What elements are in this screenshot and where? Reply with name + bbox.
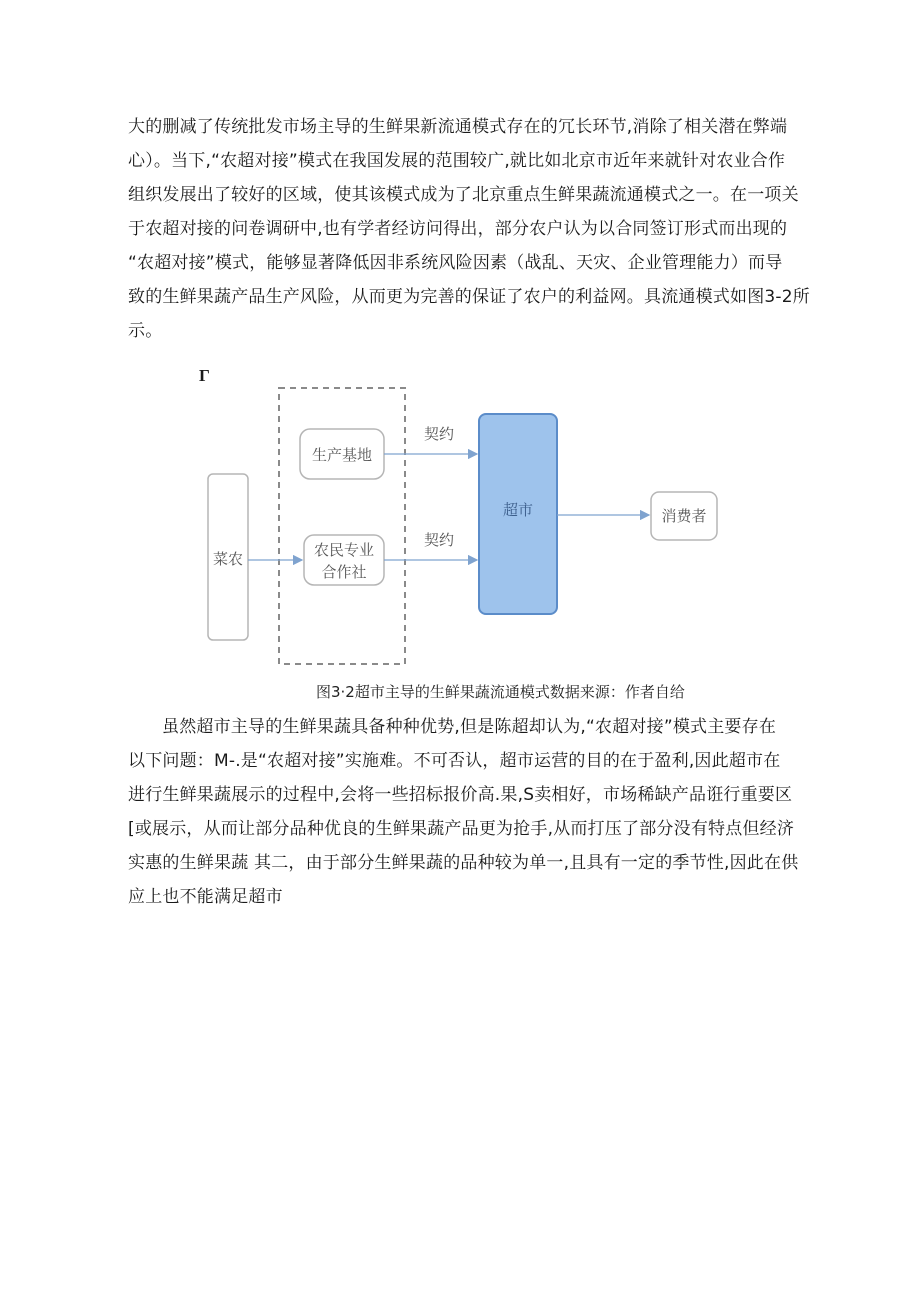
node-supermarket-label: 超市 <box>502 501 534 519</box>
flow-diagram-svg <box>200 384 740 674</box>
text-line: 于农超对接的问卷调研中,也有学者经访问得出，部分农户认为以合同签订形式而出现的 <box>128 219 788 239</box>
contract-label-bottom: 契约 <box>424 531 455 549</box>
text-line: 心）。当下,“农超对接”模式在我国发展的范围较广,就比如北京市近年来就针对农业合作 <box>128 151 786 171</box>
text-line: 示。 <box>128 321 163 341</box>
node-farmer-label: 菜农 <box>212 550 244 568</box>
paragraph-2 <box>128 710 800 914</box>
node-cooperative-label-1: 农民专业 <box>313 541 375 559</box>
figure-marker: Γ <box>199 366 210 385</box>
text-line: 以下问题：M-.是“农超对接”实施难。不可否认，超市运营的目的在于盈利,因此超市在 <box>128 751 781 771</box>
flow-diagram <box>200 384 740 674</box>
contract-label-top: 契约 <box>424 425 455 443</box>
text-line: 致的生鲜果蔬产品生产风险，从而更为完善的保证了农户的利益网。具流通模式如图3-2所 <box>128 287 810 307</box>
node-cooperative-label-2: 合作社 <box>321 563 367 581</box>
text-line: “农超对接”模式，能够显著降低因非系统风险因素（战乱、天灾、企业管理能力）而导 <box>128 253 783 273</box>
text-line: 组织发展出了较好的区域，使其该模式成为了北京重点生鲜果蔬流通模式之一。在一项关 <box>128 185 799 205</box>
text-line: [或展示，从而让部分品种优良的生鲜果蔬产品更为抢手,从而打压了部分没有特点但经济 <box>128 819 795 839</box>
paragraph-1 <box>128 110 810 348</box>
figure-caption: 图3·2超市主导的生鲜果蔬流通模式数据来源：作者自给 <box>316 683 685 701</box>
node-consumer-label: 消费者 <box>661 507 707 525</box>
text-line: 应上也不能满足超市 <box>128 887 283 907</box>
text-line: 进行生鲜果蔬展示的过程中,会将一些招标报价高.果,S卖相好，市场稀缺产品诳行重要区 <box>128 785 793 805</box>
text-line: 大的删减了传统批发市场主导的生鲜果新流通模式存在的冗长环节,消除了相关潜在弊端 <box>128 117 788 137</box>
text-line: 虽然超市主导的生鲜果蔬具备种种优势,但是陈超却认为,“农超对接”模式主要存在 <box>162 717 777 737</box>
node-production-base-label: 生产基地 <box>311 446 373 464</box>
text-line: 实惠的生鲜果蔬 其二，由于部分生鲜果蔬的品种较为单一,且具有一定的季节性,因此在供 <box>128 853 799 873</box>
